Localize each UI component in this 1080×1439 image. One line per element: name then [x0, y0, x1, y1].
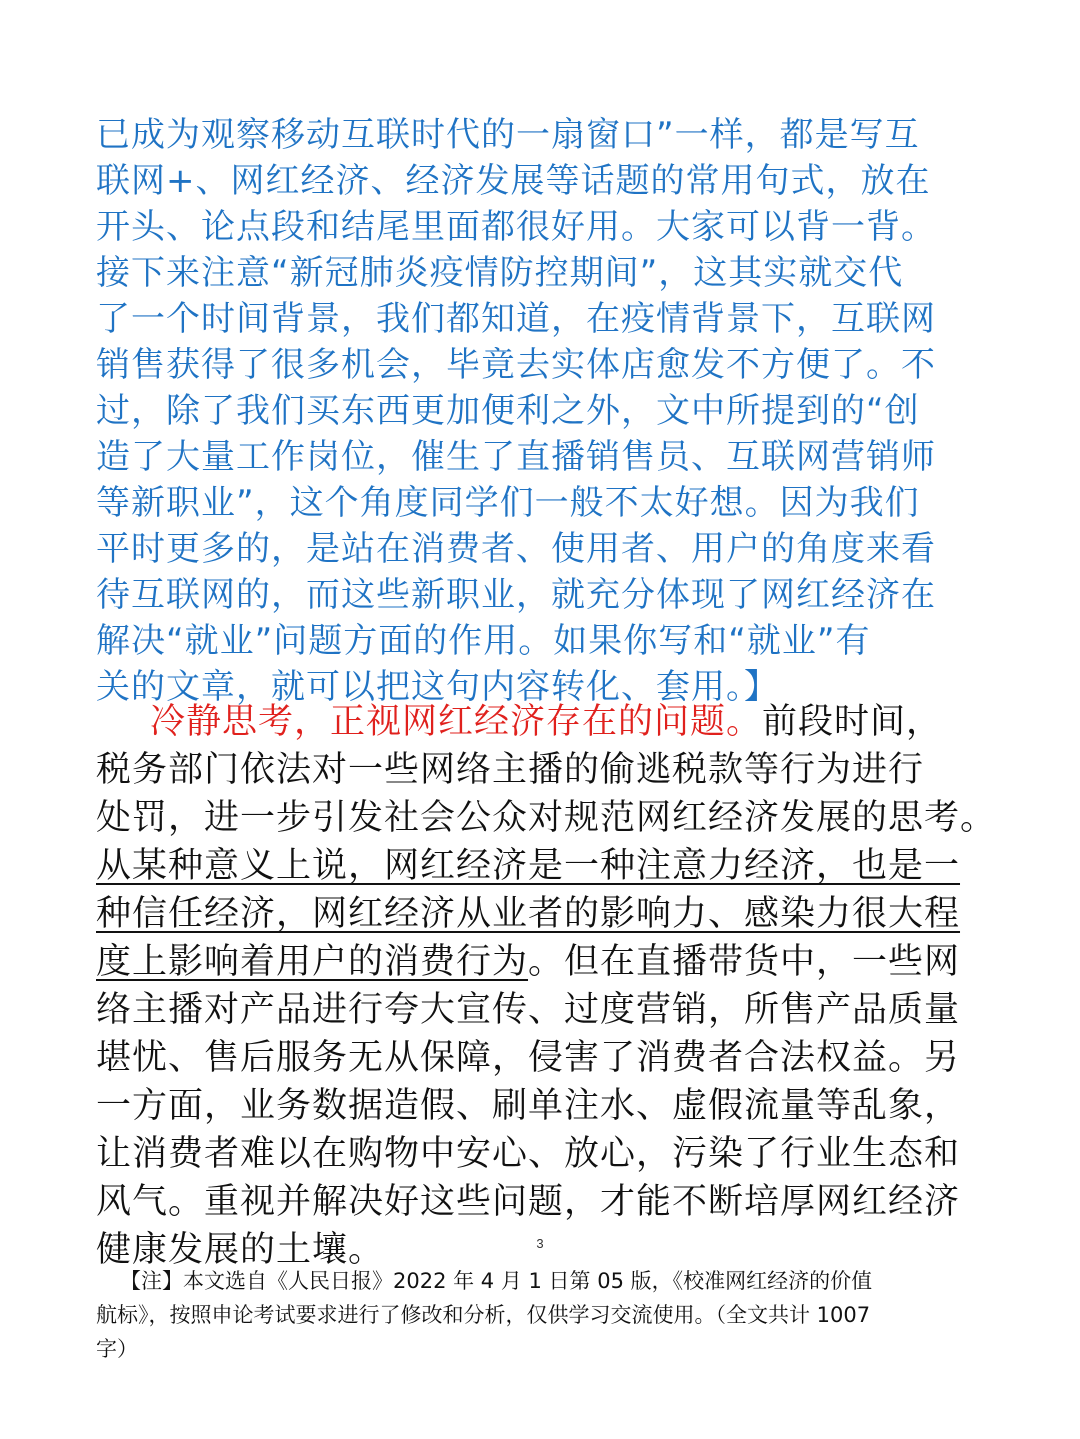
paragraph-line: 让消费者难以在购物中安心、放心，污染了行业生态和	[96, 1134, 961, 1174]
analysis-line: 关的文章，就可以把这句内容转化、套用。】	[96, 667, 779, 707]
analysis-line: 过，除了我们买东西更加便利之外，文中所提到的“创	[96, 391, 920, 431]
paragraph-first-line	[96, 698, 996, 746]
paragraph-line: 一方面，业务数据造假、刷单注水、虚假流量等乱象，	[96, 1086, 961, 1126]
analysis-line: 造了大量工作岗位，催生了直播销售员、互联网营销师	[96, 437, 936, 477]
analysis-line: 开头、论点段和结尾里面都很好用。大家可以背一背。	[96, 207, 936, 247]
note-line: 航标》，按照申论考试要求进行了修改和分析，仅供学习交流使用。（全文共计 1007	[96, 1303, 871, 1327]
paragraph-line: 税务部门依法对一些网络主播的偷逃税款等行为进行	[96, 750, 925, 790]
paragraph-line: 处罚，进一步引发社会公众对规范网红经济发展的思考。	[96, 798, 997, 838]
underlined-sentence-end: 度上影响着用户的消费行为	[96, 942, 529, 982]
source-note	[96, 1264, 996, 1366]
analysis-line: 销售获得了很多机会，毕竟去实体店愈发不方便了。不	[96, 345, 936, 385]
article-paragraph	[96, 698, 996, 1274]
paragraph-text: 。但在直播带货中，一些网	[528, 942, 961, 982]
paragraph-line: 风气。重视并解决好这些问题，才能不断培厚网红经济	[96, 1182, 961, 1222]
note-line: 【注】本文选自《人民日报》2022 年 4 月 1 日第 05 版，《校准网红经济的价值	[120, 1269, 873, 1293]
underlined-sentence-line: 种信任经济，网红经济从业者的影响力、感染力很大程	[96, 894, 961, 934]
analysis-line: 解决“就业”问题方面的作用。如果你写和“就业”有	[96, 621, 871, 661]
note-line: 字）	[96, 1337, 138, 1361]
paragraph-heading: 冷静思考，正视网红经济存在的问题。	[150, 702, 763, 742]
analysis-line: 联网+、网红经济、经济发展等话题的常用句式，放在	[96, 161, 931, 201]
paragraph-line: 络主播对产品进行夸大宣传、过度营销，所售产品质量	[96, 990, 961, 1030]
analysis-line: 接下来注意“新冠肺炎疫情防控期间”，这其实就交代	[96, 253, 904, 293]
analysis-line: 平时更多的，是站在消费者、使用者、用户的角度来看	[96, 529, 936, 569]
analysis-line: 了一个时间背景，我们都知道，在疫情背景下，互联网	[96, 299, 936, 339]
analysis-line: 已成为观察移动互联时代的一扇窗口”一样，都是写互	[96, 115, 920, 155]
paragraph-line	[96, 938, 996, 986]
analysis-commentary	[96, 112, 996, 710]
analysis-line: 等新职业”，这个角度同学们一般不太好想。因为我们	[96, 483, 920, 523]
page-number: 3	[536, 1236, 544, 1251]
underlined-sentence-line: 从某种意义上说，网红经济是一种注意力经济，也是一	[96, 846, 961, 886]
paragraph-text: 前段时间，	[762, 702, 943, 742]
paragraph-line: 健康发展的土壤。	[96, 1230, 385, 1270]
paragraph-line: 堪忧、售后服务无从保障，侵害了消费者合法权益。另	[96, 1038, 961, 1078]
analysis-line: 待互联网的，而这些新职业，就充分体现了网红经济在	[96, 575, 936, 615]
